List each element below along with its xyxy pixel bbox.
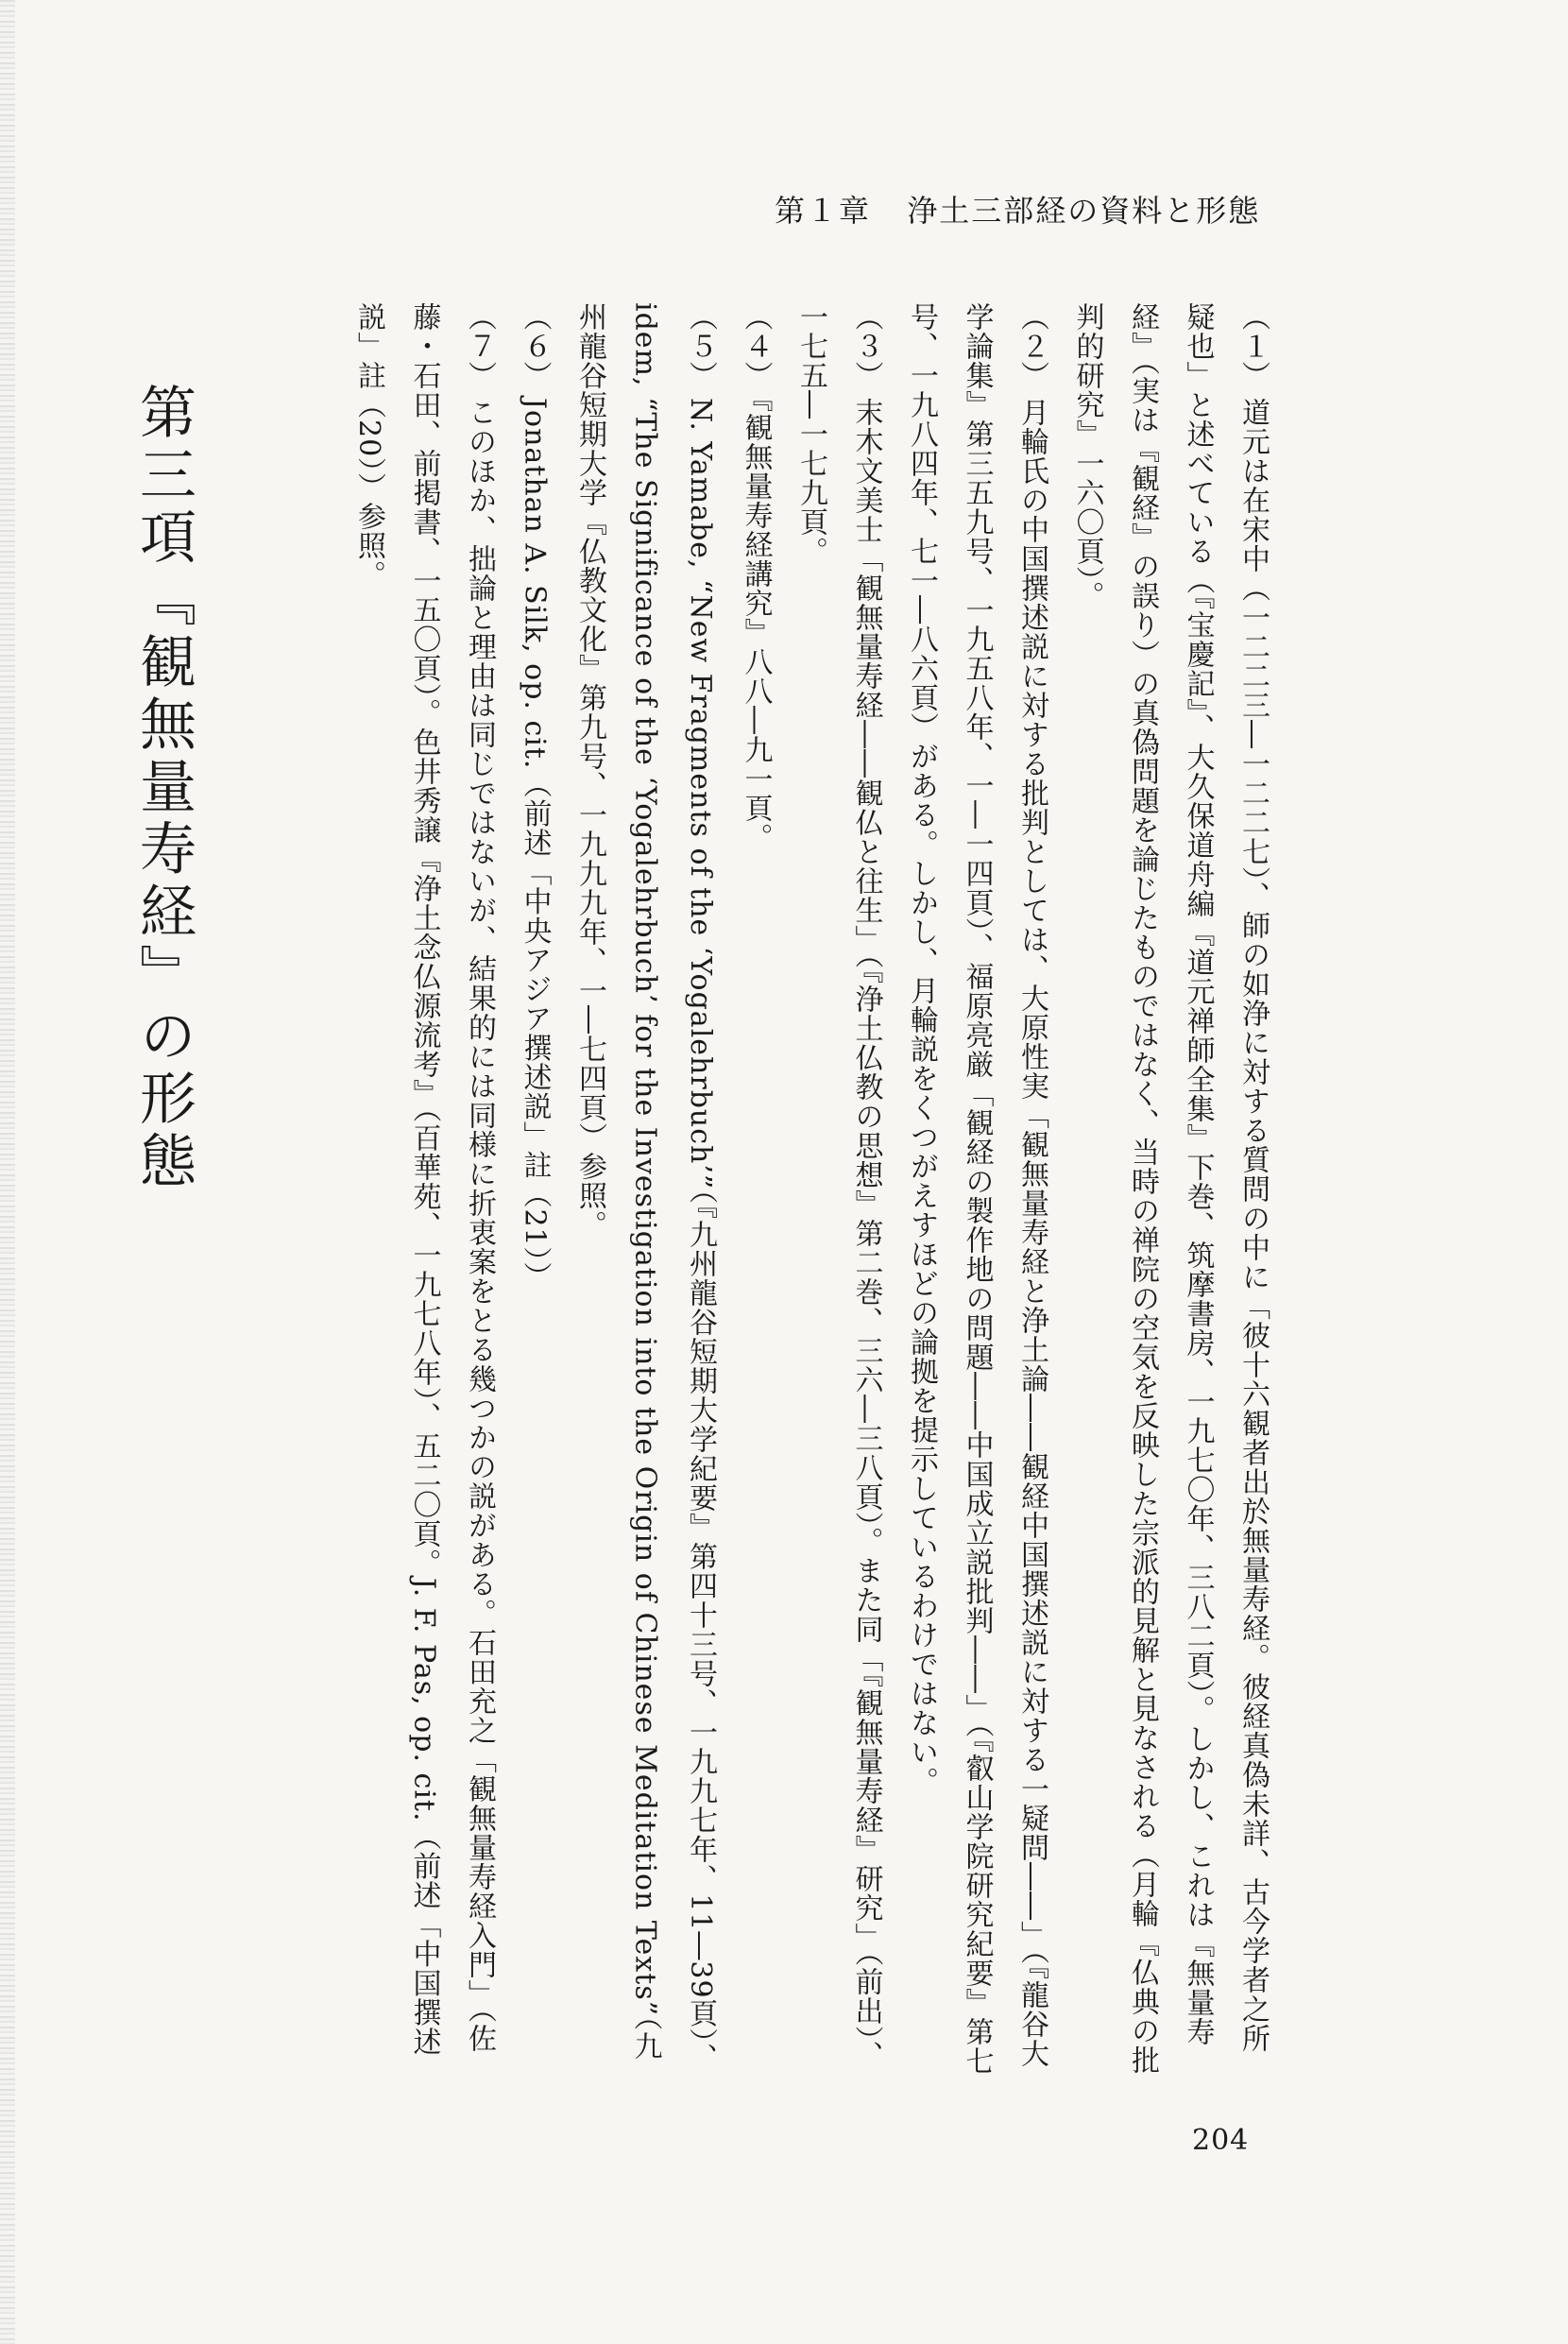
chapter-number: 第１章 bbox=[775, 193, 872, 229]
footnote-5 bbox=[562, 302, 728, 2079]
footnote-1 bbox=[1059, 302, 1280, 2079]
page-number: 204 bbox=[1192, 2124, 1250, 2157]
footnote-number: （１） bbox=[1236, 302, 1270, 390]
footnotes bbox=[352, 302, 1280, 2079]
scan-edge bbox=[0, 0, 15, 2344]
footnote-number: （２） bbox=[1015, 302, 1048, 390]
footnote-number: （４） bbox=[739, 302, 773, 390]
footnote-text: このほか、拙論と理由は同じではないが、結果的には同様に折衷案をとる幾つかの説がある。石田充之「観無量寿経入門」（佐藤・石田、前掲書、一五〇頁）。色井秀譲『浄土念仏源流考』（百華苑、一九七八年）、五二〇頁。J. F. Pas, op. cit.（前述「中国撰述説」註（20））参照。 bbox=[352, 302, 496, 2057]
footnote-text: Jonathan A. Silk, op. cit.（前述「中央アジア撰述説」註（21）） bbox=[518, 398, 552, 1292]
footnote-text: 末木文美士「観無量寿経――観仏と往生」（『浄土仏教の思想』第二巻、三六―三八頁）。また同「『観無量寿経』研究」（前出）、一七五―一七九頁。 bbox=[794, 302, 883, 2070]
footnote-text: N. Yamabe, “New Fragments of the ‘Yogalehrbuch’”（『九州龍谷短期大学紀要』第四十三号、一九九七年、11―39頁）、idem, “The Significance of the ‘Yogalehrbuch’ for the Investigation into the Origin of Chinese Meditation Texts”（九州龍谷短期大学『仏教文化』第九号、一九九九年、一―七四頁）参照。 bbox=[573, 302, 717, 2073]
chapter-title: 浄土三部経の資料と形態 bbox=[907, 193, 1261, 229]
footnote-text: 『観無量寿経講究』八八―九一頁。 bbox=[739, 398, 773, 852]
running-head bbox=[775, 187, 1266, 231]
footnote-number: （５） bbox=[684, 302, 717, 390]
footnote-2 bbox=[894, 302, 1060, 2079]
footnote-number: （３） bbox=[849, 302, 883, 390]
section-heading: 第三項『観無量寿経』の形態 bbox=[130, 383, 196, 1193]
footnote-4 bbox=[727, 302, 783, 2079]
footnote-number: （７） bbox=[463, 302, 496, 390]
footnote-text: 月輪氏の中国撰述説に対する批判としては、大原性実「観無量寿経と浄土論――観経中国撰述説に対する一疑問――」（『龍谷大学論集』第三五九号、一九五八年、一―一四頁）、福原亮厳「観経の製作地の問題――中国成立説批判――」（『叡山学院研究紀要』第七号、一九八四年、七一―八六頁）がある。しかし、月輪説をくつがえすほどの論拠を提示しているわけではない。 bbox=[905, 302, 1048, 2076]
footnote-text: 道元は在宋中（一二二三―一二二七）、師の如浄に対する質問の中に「彼十六観者出於無量寿経。彼経真偽未詳、古今学者之所疑也」と述べている（『宝慶記』、大久保道舟編『道元禅師全集』下巻、筑摩書房、一九七〇年、三八二頁）。しかし、これは『無量寿経』（実は『観経』の誤り）の真偽問題を論じたものではなく、当時の禅院の空気を反映した宗派的見解と見なされる（月輪『仏典の批判的研究』一六〇頁）。 bbox=[1070, 302, 1270, 2075]
footnote-7 bbox=[341, 302, 507, 2079]
footnote-3 bbox=[783, 302, 894, 2079]
footnote-6 bbox=[506, 302, 562, 2079]
footnote-number: （６） bbox=[518, 302, 552, 390]
